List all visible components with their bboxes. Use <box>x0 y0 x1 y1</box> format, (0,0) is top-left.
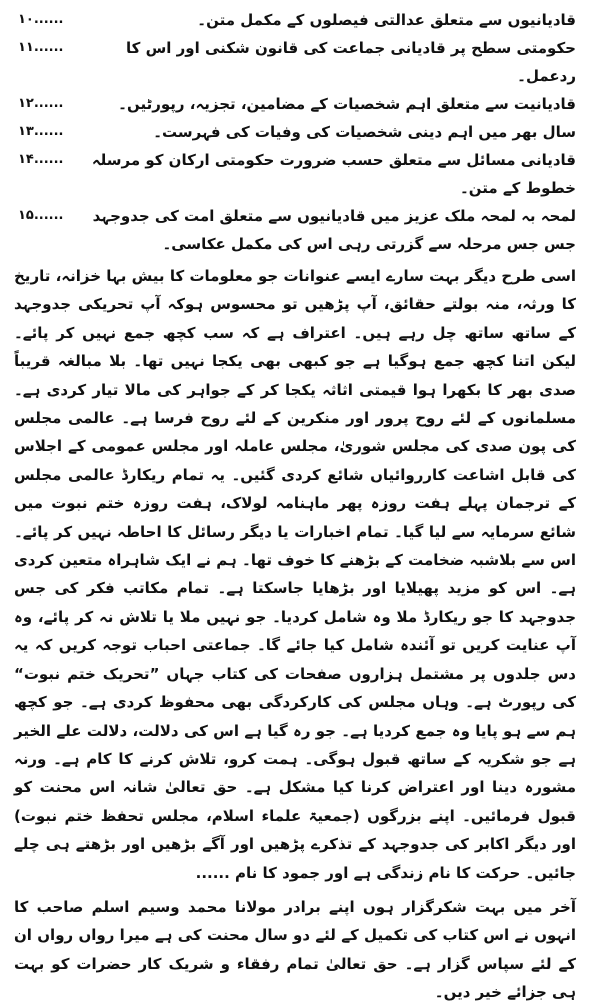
list-item-text: حکومتی سطح پر قادیانی جماعت کی قانون شکنی اور اس کا ردعمل۔ <box>126 39 576 85</box>
list-item <box>14 118 576 146</box>
list-item-text: لمحہ بہ لمحہ ملک عزیز میں قادیانیوں سے متعلق امت کی جدوجہد جس جس مرحلہ سے گزرتی رہی اس کی مکمل عکاسی۔ <box>92 207 576 253</box>
list-item-number: ۱۲...... <box>18 96 64 111</box>
list-item <box>14 202 576 258</box>
body-paragraph: اسی طرح دیگر بہت سارے ایسے عنوانات جو معلومات کا بیش بہا خزانہ، تاریخ کا ورثہ، منہ بولتے حقائق، آپ پڑھیں تو محسوس ہوکہ آپ تحریکی جدوجہد کے ساتھ ساتھ چل رہے ہیں۔ اعتراف ہے کہ سب کچھ جمع نہیں کر پائے۔ لیکن اتنا کچھ جمع ہوگیا ہے جو کبھی بھی یکجا نہیں تھا۔ بلا مبالغہ قریباً صدی بھر کا بکھرا ہوا قیمتی اثاثہ یکجا کر کے جواہر کی مالا تیار کردی ہے۔ مسلمانوں کے لئے روح پرور اور منکرین کے لئے روح فرسا ہے۔ عالمی مجلس کی پون صدی کی مجلس شوریٰ، مجلس عاملہ اور مجلس عمومی کے اجلاس کی قابل اشاعت کارروائیاں شائع کردی گئیں۔ یہ تمام ریکارڈ عالمی مجلس کے ترجمان پہلے ہفت روزہ پھر ماہنامہ لولاک، ہفت روزہ ختم نبوت میں شائع سرمایہ سے لیا گیا۔ تمام اخبارات یا دیگر رسائل کا احاطہ نہیں کر پائے۔ اس سے بلاشبہ ضخامت کے بڑھنے کا خوف تھا۔ ہم نے ایک شاہراہ متعین کردی ہے۔ اس کو مزید پھیلایا اور بڑھایا جاسکتا ہے۔ تمام مکاتب فکر کی جس جدوجہد کا جو ریکارڈ ملا وہ شامل کردیا۔ جو نہیں ملا یا تلاش نہ کر پائے، وہ آپ عنایت کریں تو آئندہ شامل کیا جائے گا۔ جماعتی احباب توجہ کریں کہ یہ دس جلدوں پر مشتمل ہزاروں صفحات کی کتاب جہاں ”تحریک ختم نبوت“ کی رپورٹ ہے۔ وہاں مجلس کی کارکردگی بھی محفوظ کردی ہے۔ جو کچھ ہم سے ہو پایا وہ جمع کردیا ہے۔ جو رہ گیا ہے اس کی دلالت، دلالت علے الخیر ہے جو شکریہ کے ساتھ قبول ہوگی۔ ہمت کرو، تلاش کرنے کا کام ہے۔ ورنہ مشورہ دینا اور اعتراض کرنا کیا مشکل ہے۔ حق تعالیٰ شانہ اس محنت کو قبول فرمائیں۔ اپنے بزرگوں (جمعیۃ علماء اسلام، مجلس تحفظ ختم نبوت) اور دیگر اکابر کی جدوجہد کے تذکرے پڑھیں اور آگے بڑھیں اور بڑھتے ہی چلے جائیں۔ حرکت کا نام زندگی ہے اور جمود کا نام ...... <box>14 267 576 882</box>
list-item-text: قادیانی مسائل سے متعلق حسب ضرورت حکومتی ارکان کو مرسلہ خطوط کے متن۔ <box>91 151 576 197</box>
list-item <box>14 146 576 202</box>
list-item-number: ۱۴...... <box>18 152 64 167</box>
closing-paragraph: آخر میں بہت شکرگزار ہوں اپنے برادر مولانا محمد وسیم اسلم صاحب کا انہوں نے اس کتاب کی تکمیل کے لئے دو سال محنت کی ہے میرا رواں رواں ان کے لئے سپاس گزار ہے۔ حق تعالیٰ تمام رفقاء و شریک کار حضرات کو بہت ہی جزائے خیر دیں۔ <box>14 897 576 1002</box>
list-item-number: ۱۳...... <box>18 124 64 139</box>
list-item-number: ۱۰...... <box>18 12 64 27</box>
list-item <box>14 6 576 34</box>
list-item-number: ۱۱...... <box>18 40 64 55</box>
list-item-text: قادیانیت سے متعلق اہم شخصیات کے مضامین، تجزیہ، رپورٹیں۔ <box>118 95 576 113</box>
topics-list <box>14 6 576 258</box>
list-item <box>14 34 576 90</box>
list-item-number: ۱۵...... <box>18 208 64 223</box>
list-item <box>14 90 576 118</box>
list-item-text: قادیانیوں سے متعلق عدالتی فیصلوں کے مکمل متن۔ <box>197 11 576 29</box>
list-item-text: سال بھر میں اہم دینی شخصیات کی وفیات کی فہرست۔ <box>153 123 576 141</box>
